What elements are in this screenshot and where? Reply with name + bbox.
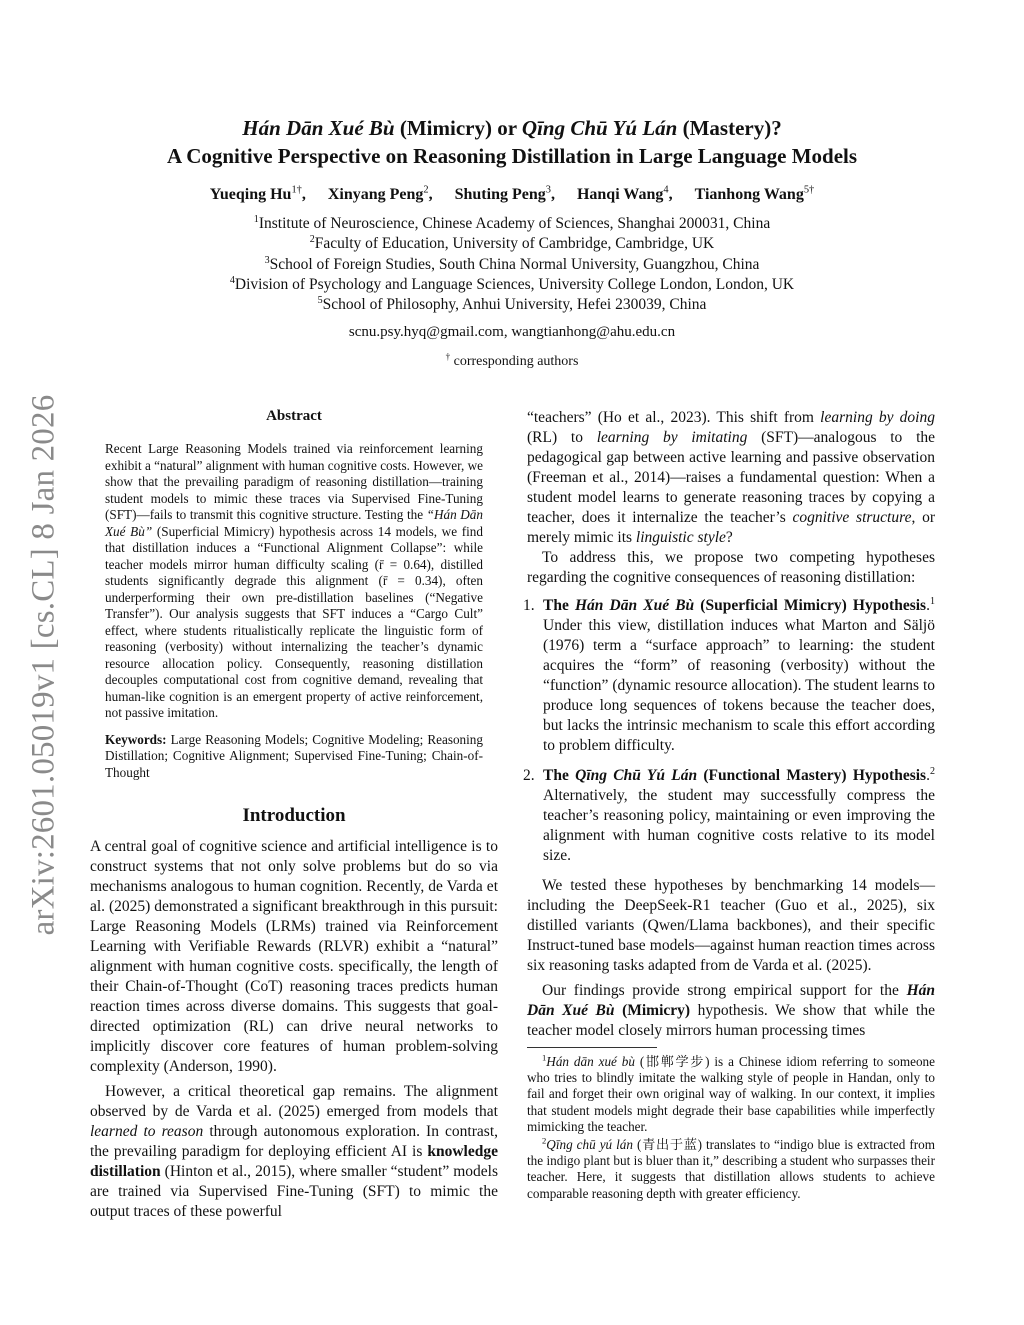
right-paragraph-2: To address this, we propose two competing hypotheses regarding the cognitive consequences of reasoning distillation:: [527, 549, 935, 586]
intro-paragraph-1: A central goal of cognitive science and artificial intelligence is to construct systems that not only solve problems but do so via mechanisms analogous to human cognition. Recently, de Varda et al. (2025) demonstrated a significant breakthrough in this pursuit: Large Reasoning Models (LRMs) trained via Reinforcement Learning with Verifiable Rewards (RLVR) exhibit a “natural” alignment with human cognitive costs. specifically, the length of their Chain-of-Thought (CoT) reasoning traces predicts human reaction times across diverse domains. This suggests that goal-directed optimization (RL) can drive neural networks to implicitly discover core features of human problem-solving complexity (Anderson, 1990).: [90, 838, 498, 1075]
footnote-1: $^1$Hán dān xué bù (邯郸学步) is a Chinese idiom referring to someone who tries to blindly imitate the walking style of people in Handan, only to fail and forget their own original way of walking. In our context, it implies that student models might degrade their base capabilities while imperfectly mimicking the teacher.: [527, 1052, 935, 1134]
abstract-text: Recent Large Reasoning Models trained via reinforcement learning exhibit a “natural” alignment with human cognitive costs. However, we show that the prevailing paradigm of reasoning distillation—training student models to mimic these traces via Supervised Fine-Tuning (SFT)—fails to transmit this cognitive structure. Testing the “Hán Dān Xué Bù” (Superficial Mimicry) hypothesis across 14 models, we find that distillation induces a “Functional Alignment Collapse”: while teacher models mirror human difficulty scaling (r̄ = 0.64), distilled students significantly degrade this alignment (r̄ = 0.34), often underperforming their own pre-distillation baselines (“Negative Transfer”). Our analysis suggests that SFT induces a “Cargo Cult” effect, where students ritualistically replicate the linguistic form of reasoning (verbosity) without internalizing the teacher’s dynamic resource allocation policy. Consequently, reasoning distillation decouples computational cost from cognitive demand, revealing that human-like cognition is an emergent property of active reinforcement, not passive imitation.: [105, 441, 483, 720]
affiliation: $^3$School of Foreign Studies, South China Normal University, Guangzhou, China: [264, 254, 760, 273]
right-paragraph-3: We tested these hypotheses by benchmarking 14 models—including the DeepSeek-R1 teacher (Guo et al., 2025), six distilled variants (Qwen/Llama backbones), and their specific Instruct-tuned base models—against human reaction times across six reasoning tasks adapted from de Varda et al. (2025).: [527, 877, 935, 974]
paper-title-line1: [90, 116, 934, 141]
abstract-heading: Abstract: [266, 408, 322, 424]
author: Hanqi Wang$^4$,: [576, 184, 673, 203]
paper-title-line2: A Cognitive Perspective on Reasoning Distillation in Large Language Models: [166, 144, 858, 168]
author: Shuting Peng$^3$,: [454, 184, 555, 203]
corresponding-note: † corresponding authors: [445, 351, 579, 369]
affiliation: $^2$Faculty of Education, University of Cambridge, Cambridge, UK: [309, 234, 715, 253]
arxiv-identifier[interactable]: arXiv:2601.05019v1 [cs.CL] 8 Jan 2026: [25, 394, 62, 936]
hypothesis-list: [523, 595, 935, 866]
section-heading-introduction: Introduction: [242, 805, 346, 826]
keywords-label: Keywords:: [105, 731, 167, 747]
footnote-divider: [527, 1047, 657, 1048]
intro-paragraph-2: However, a critical theoretical gap remains. The alignment observed by de Varda et al. (2025) emerged from models that learned to reason through autonomous exploration. In contrast, the prevailing paradigm for deploying efficient AI is knowledge distillation (Hinton et al., 2015), where smaller “student” models are trained via Supervised Fine-Tuning (SFT) to mimic the output traces of these powerful: [90, 1083, 498, 1220]
hypothesis-item: 2. The Qīng Chū Yú Lán (Functional Mastery) Hypothesis.$^2$ Alternatively, the student may successfully compress the teacher’s reasoning policy, maintaining or even improving the alignment with human cognitive costs relative to its model size.: [523, 765, 935, 864]
keywords: Keywords: Large Reasoning Models; Cognitive Modeling; Reasoning Distillation; Cognitive Alignment; Supervised Fine-Tuning; Chain-of-Thought: [105, 731, 483, 780]
footnote-2: $^2$Qīng chū yú lán (青出于蓝) translates to “indigo blue is extracted from the indigo plant but is bluer than it,” describing a student who surpasses their teacher. Here, it suggests that distillation allows students to achieve comparable reasoning depth with greater efficiency.: [527, 1135, 936, 1201]
right-column: [523, 408, 936, 1204]
affiliation: $^1$Institute of Neuroscience, Chinese Academy of Sciences, Shanghai 200031, China: [253, 213, 771, 232]
title-part-a: (Mimicry) or: [394, 116, 522, 140]
title-italic-a: Hán Dān Xué Bù: [242, 116, 395, 140]
right-paragraph-1: “teachers” (Ho et al., 2023). This shift from learning by doing (RL) to learning by imitating (SFT)—analogous to the pedagogical gap between active learning and passive observation (Freeman et al., 2014)—raises a fundamental question: When a student model learns to generate reasoning traces by copying a teacher, does it internalize the teacher’s cognitive structure, or merely mimic its linguistic style?: [527, 409, 936, 546]
arxiv-identifier-margin: [16, 385, 72, 945]
author-emails[interactable]: scnu.psy.hyq@gmail.com, wangtianhong@ahu.edu.cn: [348, 324, 676, 340]
affiliation-list: [150, 214, 874, 315]
left-column: [90, 408, 498, 1222]
title-part-b: (Mastery)?: [677, 116, 782, 140]
affiliation: $^5$School of Philosophy, Anhui University, Hefei 230039, China: [317, 295, 707, 314]
author: Tianhong Wang$^{5\dagger}$: [694, 184, 815, 203]
hypothesis-item: 1. The Hán Dān Xué Bù (Superficial Mimicry) Hypothesis.$^1$ Under this view, distillation induces what Marton and Säljö (1976) term a “surface approach” to learning: the student acquires the “form” of reasoning (verbosity) without the “function” (dynamic resource allocation). The student learns to produce long sequences of tokens because the teacher does, but lacks the intrinsic mechanism to scale this effort according to problem difficulty.: [523, 595, 935, 754]
hypothesis-number: 1.: [523, 597, 535, 614]
footnote-ref[interactable]: 1: [929, 595, 935, 607]
footnote-ref[interactable]: 2: [929, 765, 935, 777]
author: Yueqing $Hu^{1\dagger}$,: [209, 184, 306, 203]
hypothesis-number: 2.: [523, 767, 535, 784]
author-list: [90, 186, 934, 204]
title-italic-b: Qīng Chū Yú Lán: [521, 116, 678, 140]
author: Xinyang Peng$^2$,: [327, 184, 433, 203]
right-paragraph-4: Our findings provide strong empirical support for the Hán Dān Xué Bù (Mimicry) hypothesis. We show that while the teacher model closely mirrors human processing times: [527, 982, 935, 1039]
affiliation: $^4$Division of Psychology and Language Sciences, University College London, London, UK: [229, 274, 795, 293]
